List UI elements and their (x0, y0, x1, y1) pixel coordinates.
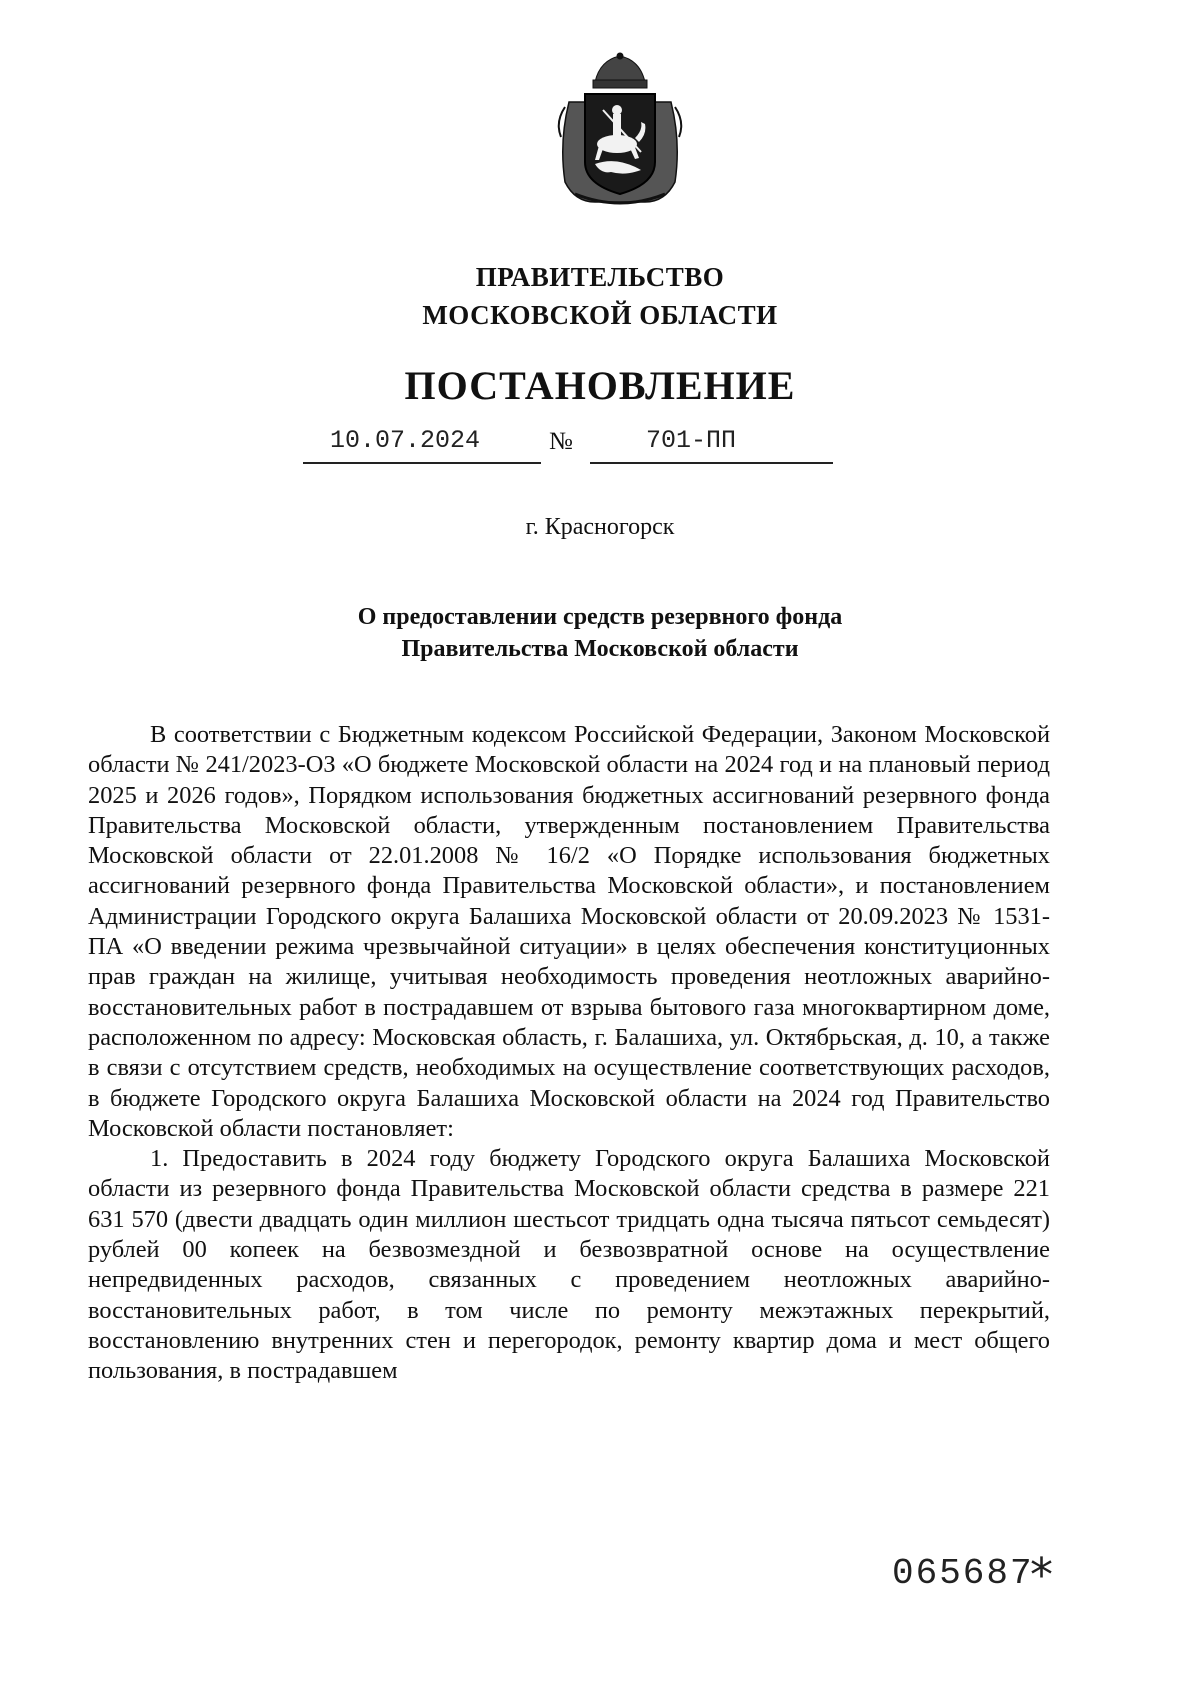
document-date: 10.07.2024 (330, 426, 481, 455)
number-underline (590, 462, 833, 464)
document-body (88, 720, 1050, 1387)
date-underline (303, 462, 541, 464)
subject-line1: О предоставлении средств резервного фонда (357, 604, 843, 630)
number-sign: № (549, 428, 573, 455)
serial-star-mark: * (1030, 1548, 1053, 1602)
subject-line2: Правительства Московской области (401, 636, 799, 662)
document-type-title: ПОСТАНОВЛЕНИЕ (404, 363, 796, 408)
body-paragraph-preamble: В соответствии с Бюджетным кодексом Российской Федерации, Законом Московской области № 241/2023-ОЗ «О бюджете Московской области на 2024 год и на плановый период 2025 и 2026 годов», Порядком использования бюджетных ассигнований резервного фонда Правительства Московской области, утвержденным постановлением Правительства Московской области от 22.01.2008 № 16/2 «О Порядке использования бюджетных ассигнований резервного фонда Правительства Московской области», и постановлением Администрации Городского округа Балашиха Московской области от 20.09.2023 № 1531-ПА «О введении режима чрезвычайной ситуации» в целях обеспечения конституционных прав граждан на жилище, учитывая необходимость проведения неотложных аварийно-восстановительных работ в пострадавшем от взрыва бытового газа многоквартирном доме, расположенном по адресу: Московская область, г. Балашиха, ул. Октябрьская, д. 10, а также в связи с отсутствием средств, необходимых на осуществление соответствующих расходов, в бюджете Городского округа Балашиха Московской области на 2024 год Правительство Московской области постановляет: (88, 721, 1050, 1142)
body-paragraph-item-1: 1. Предоставить в 2024 году бюджету Городского округа Балашиха Московской области из резервного фонда Правительства Московской области средства в размере 221 631 570 (двести двадцать один миллион шестьсот тридцать одна тысяча пятьсот семьдесят) рублей 00 копеек на безвозмездной и безвозвратной основе на осуществление непредвиденных расходов, связанных с проведением неотложных аварийно-восстановительных работ, в том числе по ремонту межэтажных перекрытий, восстановлению внутренних стен и перегородок, ремонту квартир дома и мест общего пользования, в пострадавшем (88, 1145, 1050, 1385)
organization-name-line1: ПРАВИТЕЛЬСТВО (475, 262, 725, 292)
issue-city: г. Красногорск (525, 514, 675, 540)
document-number: 701-ПП (646, 426, 737, 455)
organization-name-line2: МОСКОВСКОЙ ОБЛАСТИ (422, 300, 778, 330)
form-serial-number: 065687 (892, 1553, 1034, 1594)
coat-of-arms-icon (555, 52, 685, 212)
